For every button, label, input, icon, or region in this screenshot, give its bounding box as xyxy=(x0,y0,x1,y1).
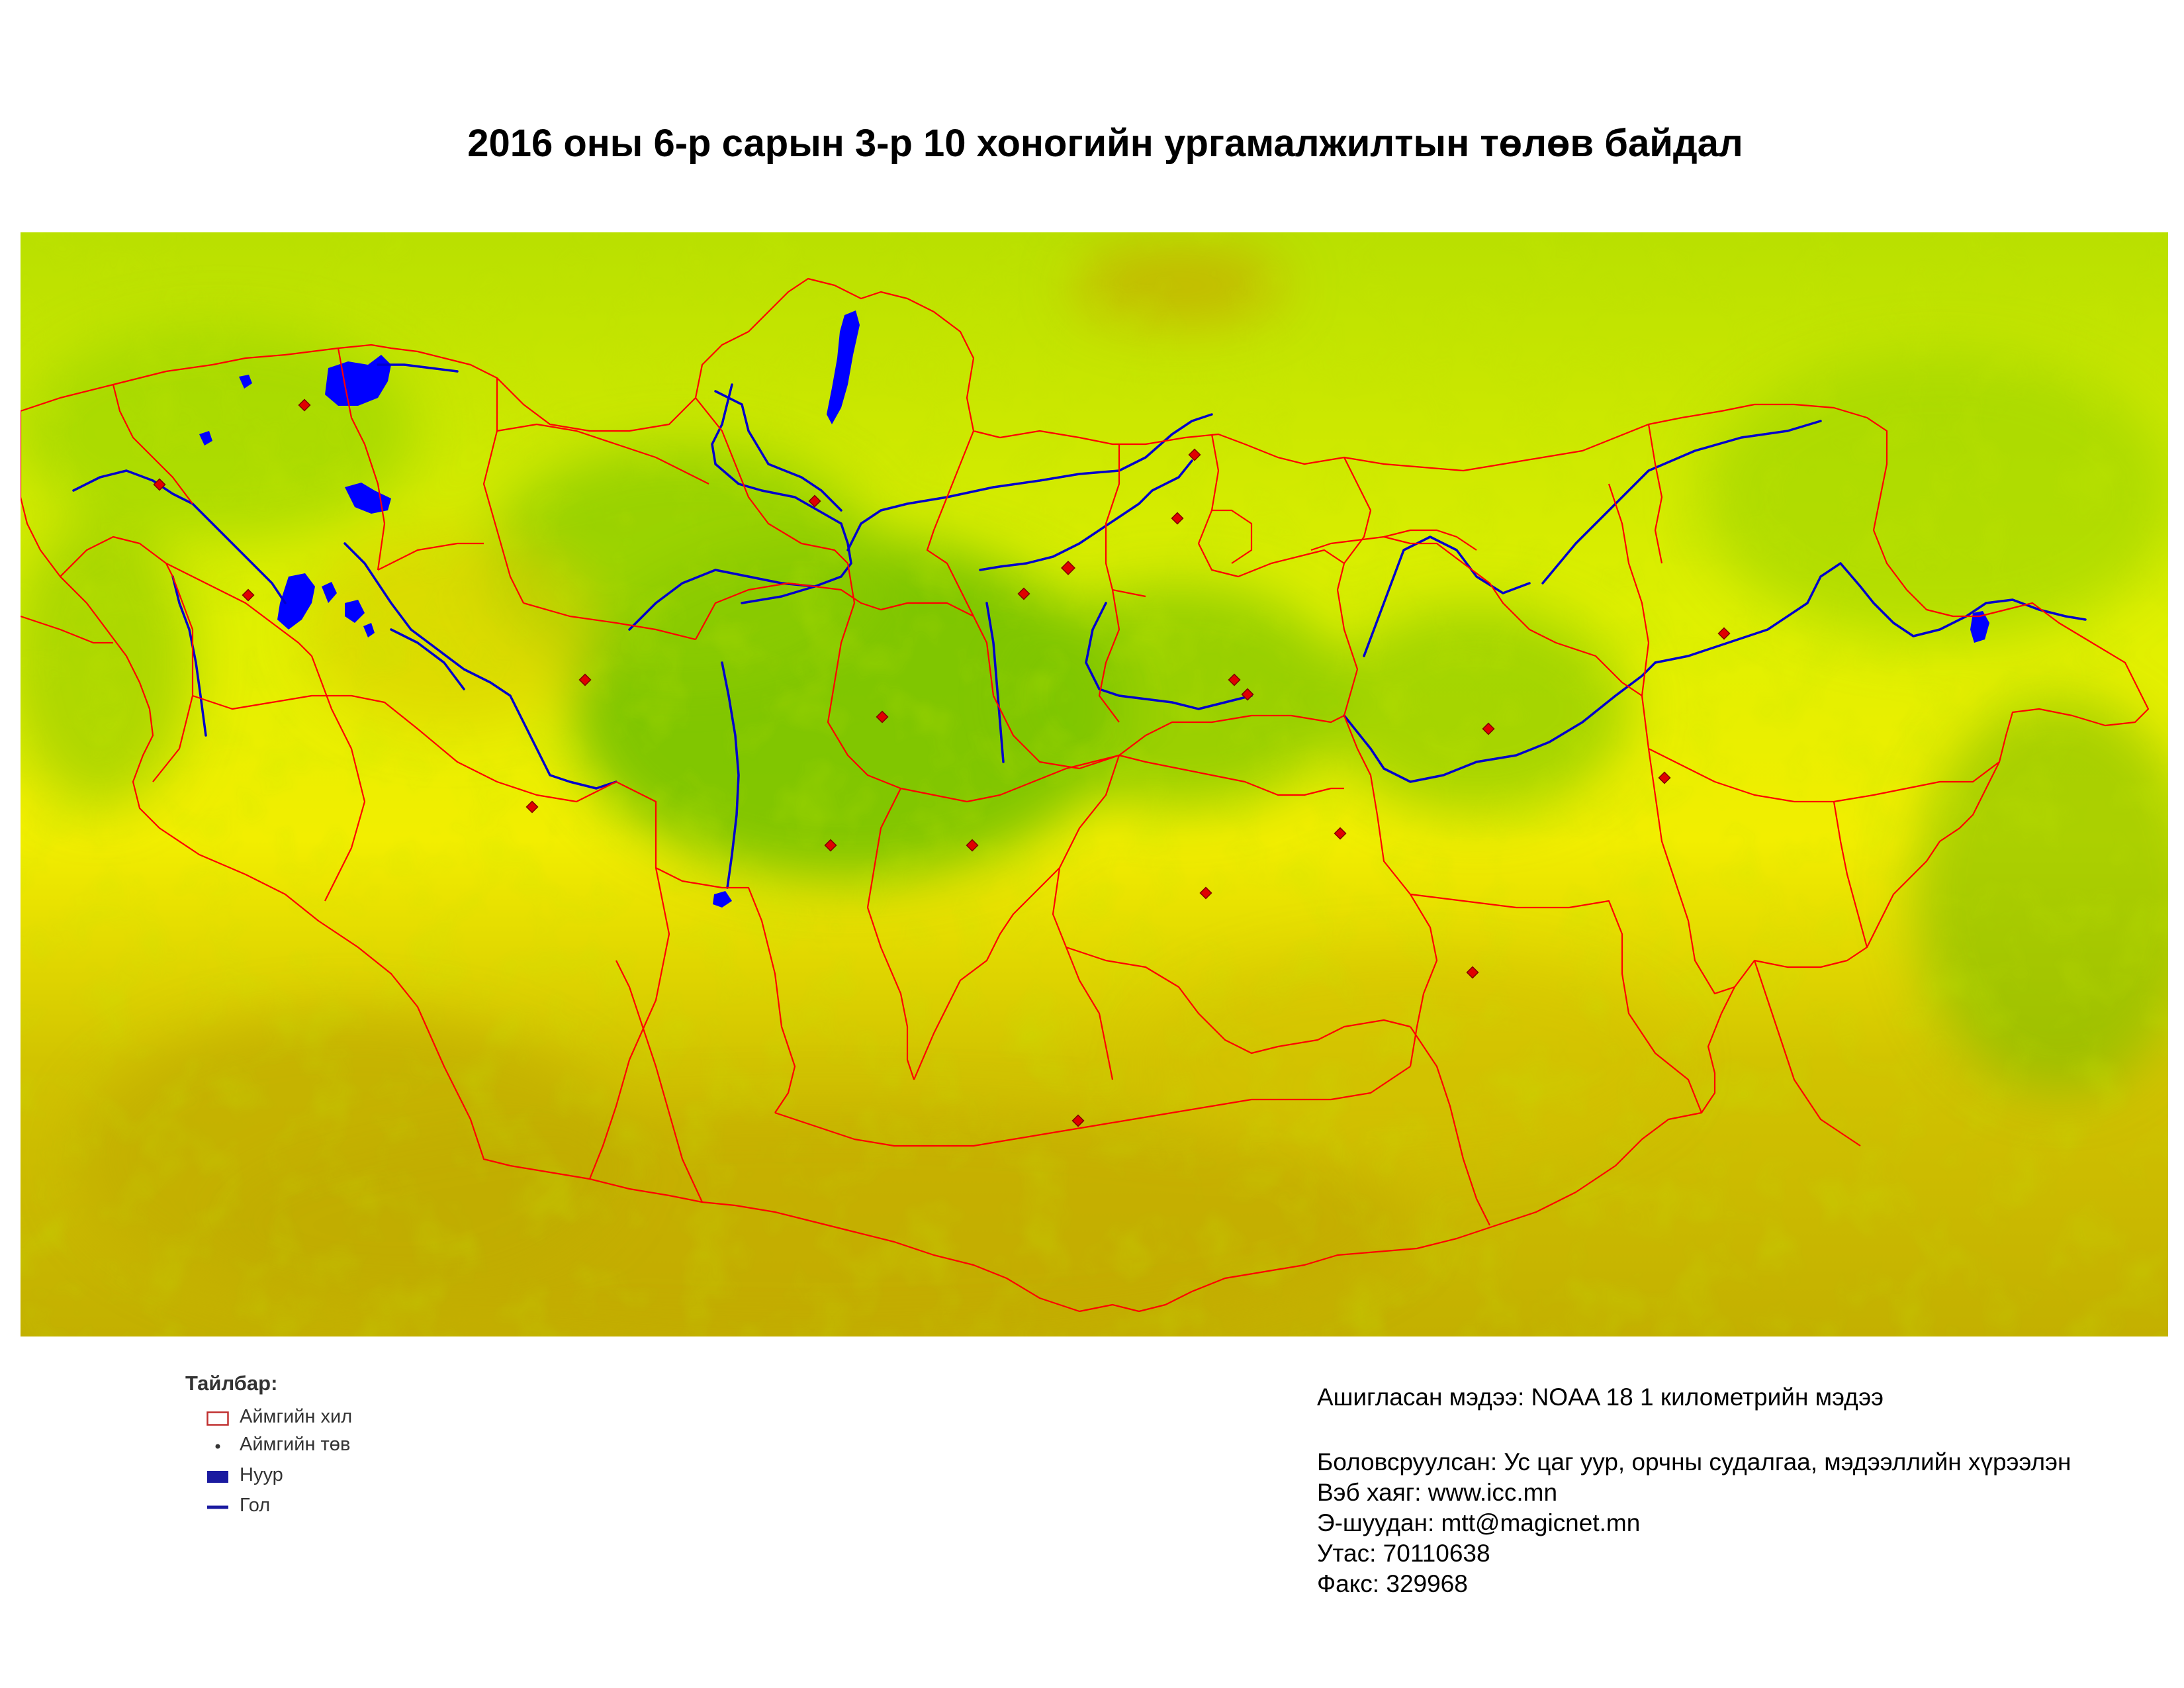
river-line-icon xyxy=(206,1500,229,1515)
map-title: 2016 оны 6-р сарын 3-р 10 хоногийн ургамалжилтын төлөв байдал xyxy=(467,122,1743,165)
legend-label: Аймгийн төв xyxy=(240,1434,351,1455)
email: Э-шуудан: mtt@magicnet.mn xyxy=(1317,1509,1641,1536)
legend-label: Нуур xyxy=(240,1464,283,1485)
phone: Утас: 70110638 xyxy=(1317,1540,1490,1567)
boundary-box-icon xyxy=(206,1411,229,1426)
lake-box-icon xyxy=(206,1470,229,1484)
legend xyxy=(179,1364,417,1582)
vegetation-map xyxy=(21,232,2168,1336)
fax: Факс: 329968 xyxy=(1317,1570,1468,1597)
center-dot-icon xyxy=(206,1439,229,1454)
data-source: Ашигласан мэдээ: NOAA 18 1 километрийн мэдээ xyxy=(1317,1383,1884,1411)
legend-label: Гол xyxy=(240,1495,271,1516)
legend-title: Тайлбар: xyxy=(185,1372,278,1395)
website: Вэб хаяг: www.icc.mn xyxy=(1317,1479,1558,1506)
legend-label: Аймгийн хил xyxy=(240,1406,353,1427)
prepared-by: Боловсруулсан: Ус цаг уур, орчны судалгаа, мэдээллийн хүрээлэн xyxy=(1317,1448,2071,1476)
